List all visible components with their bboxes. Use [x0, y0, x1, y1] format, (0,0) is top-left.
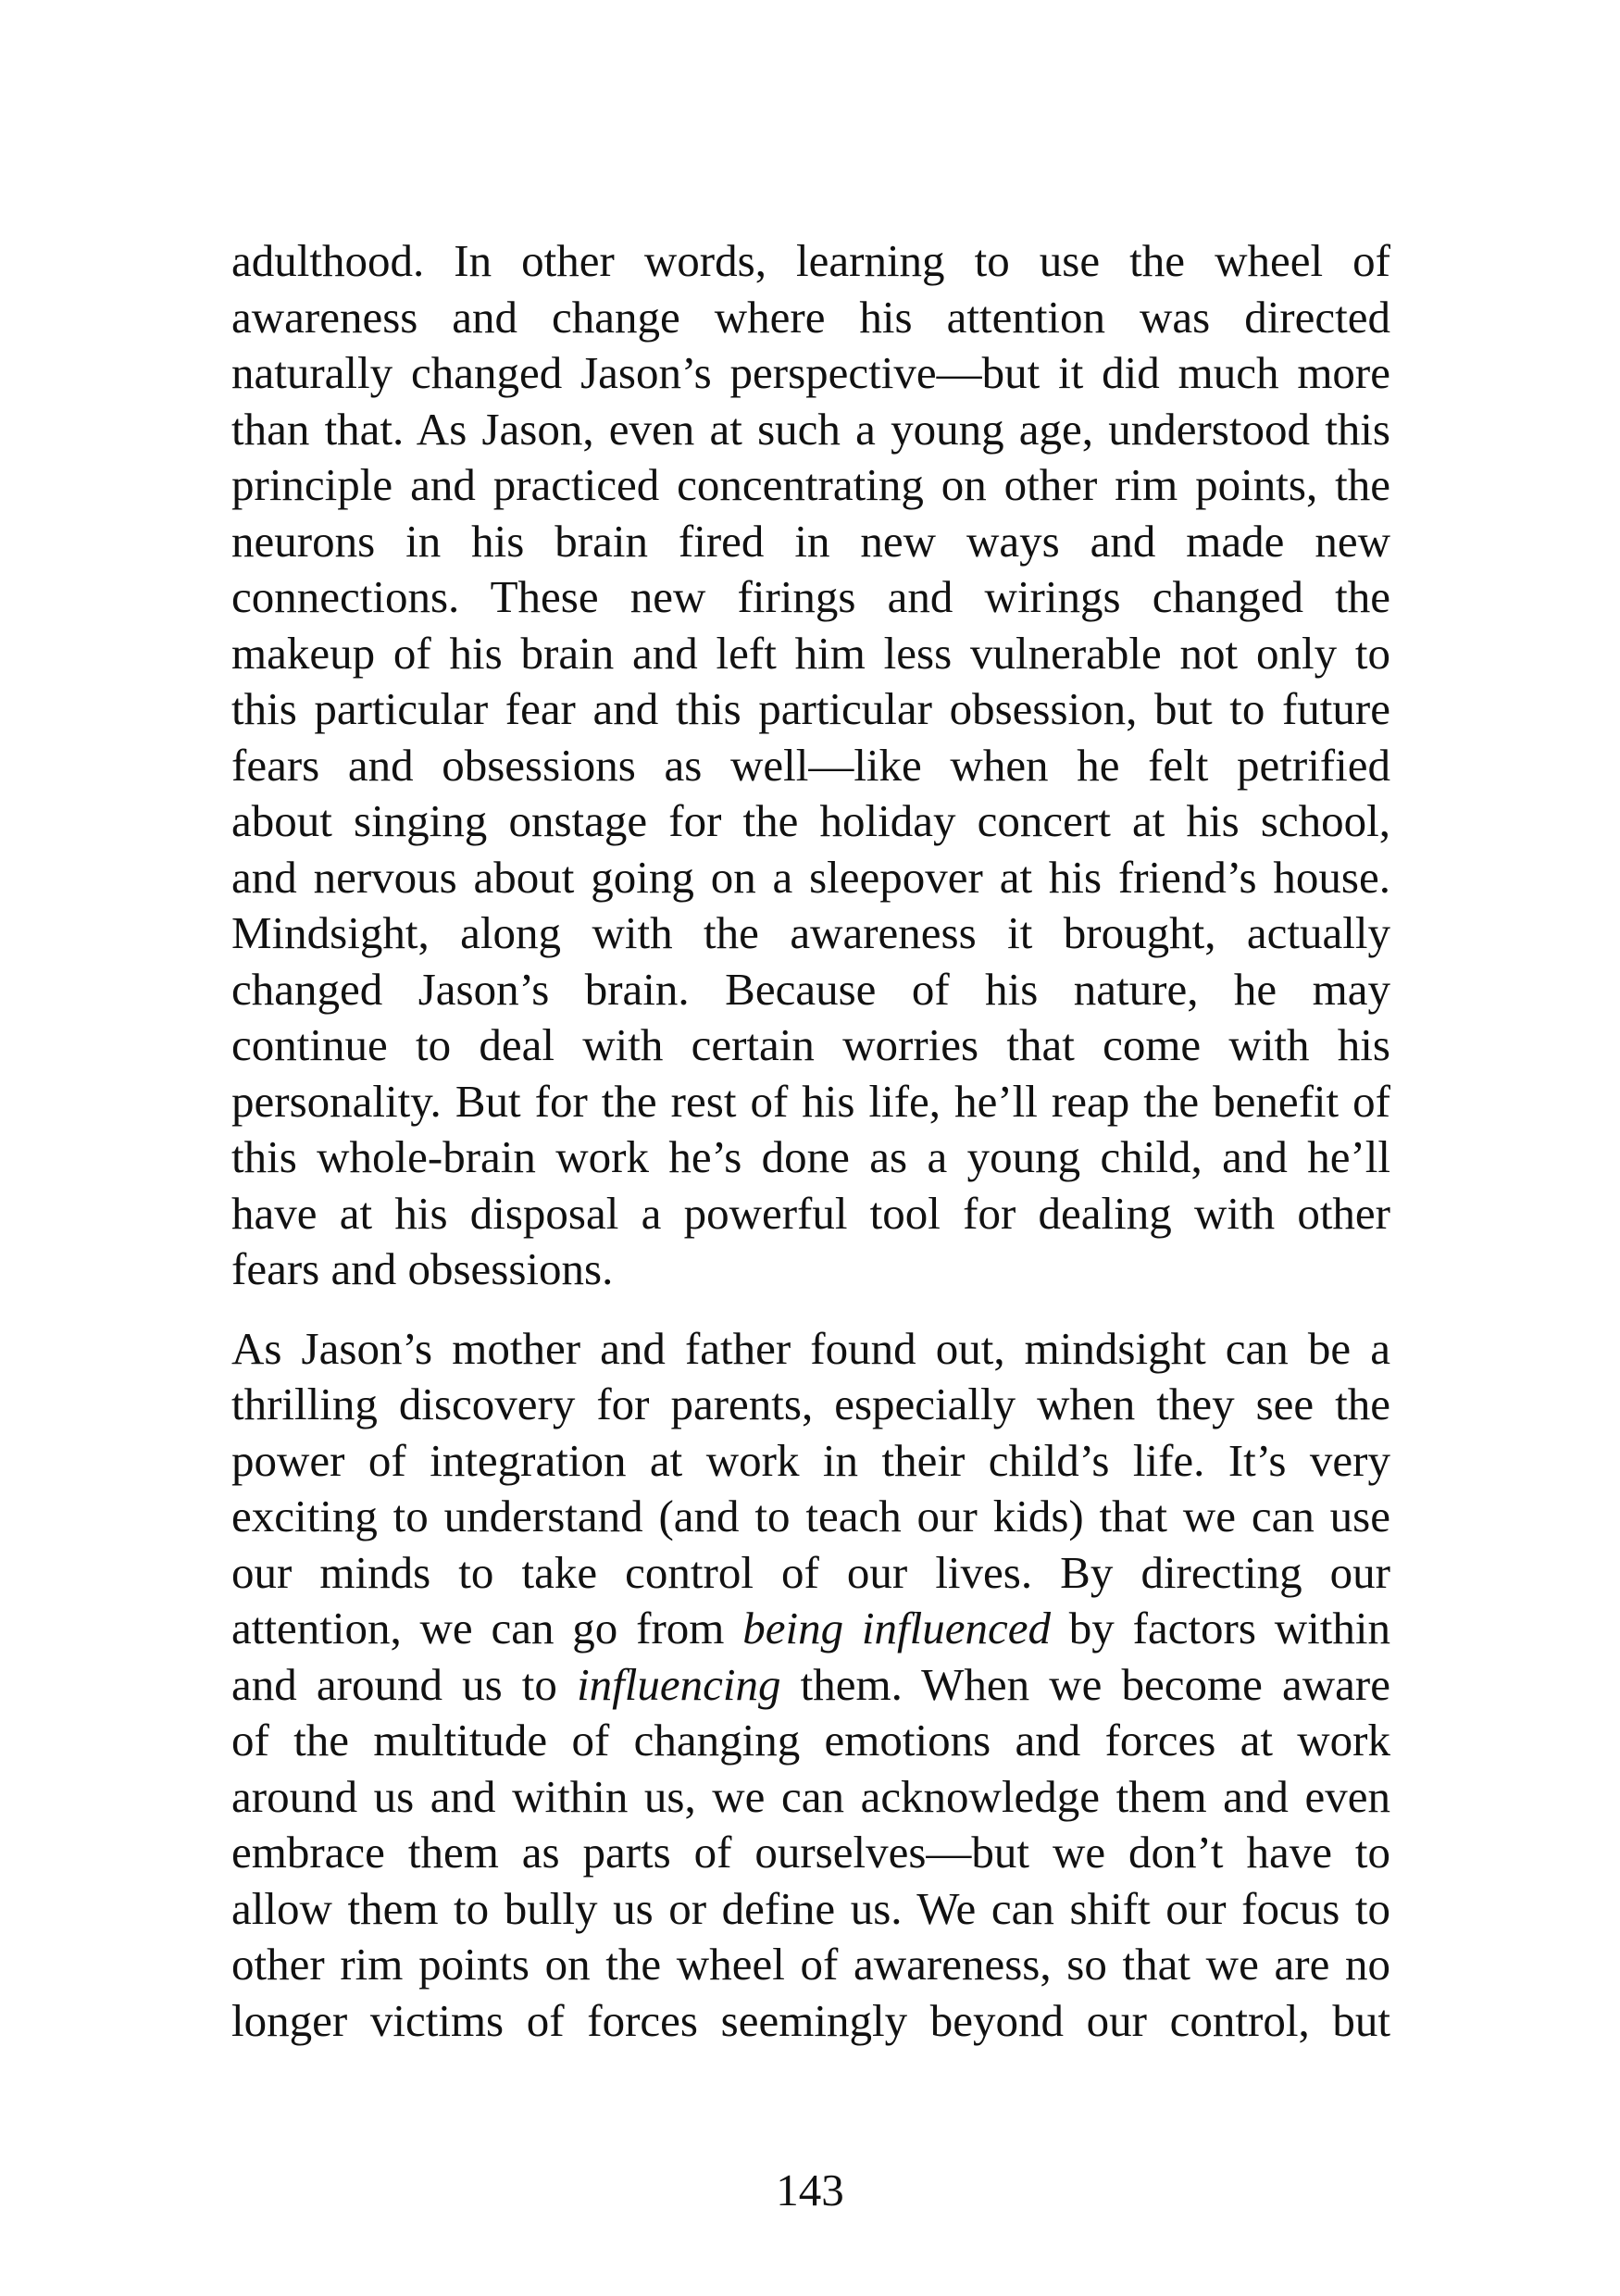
text-line: longer victims of forces seemingly beyond our control, but	[231, 1994, 1390, 2046]
text-line: and nervous about going on a sleepover at his friend’s house.	[231, 851, 1390, 903]
text-line: embrace them as parts of ourselves—but we don’t have to	[231, 1827, 1390, 1878]
text-line: fears and obsessions.	[231, 1243, 614, 1294]
text-run: by factors within	[1050, 1603, 1390, 1653]
text-line-with-italic	[231, 1657, 1390, 1714]
text-line: naturally changed Jason’s perspective—but it did much more	[231, 347, 1390, 398]
text-line: principle and practiced concentrating on other rim points, the	[231, 459, 1390, 510]
text-line: our minds to take control of our lives. By directing our	[231, 1546, 1390, 1598]
text-line: changed Jason’s brain. Because of his nature, he may	[231, 963, 1390, 1015]
text-run: them. When we become aware	[780, 1658, 1390, 1710]
text-line: about singing onstage for the holiday concert at his school,	[231, 795, 1390, 846]
text-line: of the multitude of changing emotions and forces at work	[231, 1715, 1390, 1766]
text-line: continue to deal with certain worries that come with his	[231, 1019, 1390, 1070]
paragraph-1	[231, 233, 1390, 1298]
text-line: awareness and change where his attention was directed	[231, 291, 1390, 343]
italic-phrase: influencing	[577, 1658, 781, 1710]
text-line: thrilling discovery for parents, especially when they see the	[231, 1379, 1390, 1429]
text-line: makeup of his brain and left him less vulnerable not only to	[231, 627, 1390, 679]
text-line: than that. As Jason, even at such a young age, understood this	[231, 403, 1390, 455]
text-line: fears and obsessions as well—like when he felt petrified	[231, 739, 1390, 791]
text-line: this whole-brain work he’s done as a young child, and he’ll	[231, 1131, 1390, 1182]
text-run: and around us to	[231, 1658, 578, 1710]
text-line-with-italic	[231, 1601, 1390, 1657]
paragraph-2	[231, 1321, 1390, 2050]
text-line: exciting to understand (and to teach our kids) that we can use	[231, 1491, 1390, 1541]
text-line: around us and within us, we can acknowledge them and even	[231, 1770, 1390, 1822]
text-line: As Jason’s mother and father found out, mindsight can be a	[231, 1322, 1390, 1374]
text-line: this particular fear and this particular obsession, but to future	[231, 683, 1390, 734]
text-line: have at his disposal a powerful tool for dealing with other	[231, 1187, 1390, 1239]
text-line: adulthood. In other words, learning to use the wheel of	[231, 235, 1390, 286]
text-run: attention, we can go from	[231, 1603, 743, 1653]
text-line: other rim points on the wheel of awareness, so that we are no	[231, 1939, 1390, 1990]
text-line: allow them to bully us or define us. We can shift our focus to	[231, 1882, 1390, 1934]
text-line: power of integration at work in their child’s life. It’s very	[231, 1434, 1390, 1486]
text-line: personality. But for the rest of his life, he’ll reap the benefit of	[231, 1075, 1390, 1127]
page-number: 143	[776, 2165, 844, 2215]
page-body	[231, 233, 1390, 2049]
text-line: Mindsight, along with the awareness it brought, actually	[231, 907, 1390, 958]
italic-phrase: being influenced	[742, 1603, 1051, 1653]
text-line: connections. These new firings and wirings changed the	[231, 571, 1390, 622]
text-line: neurons in his brain fired in new ways and made new	[231, 515, 1390, 567]
